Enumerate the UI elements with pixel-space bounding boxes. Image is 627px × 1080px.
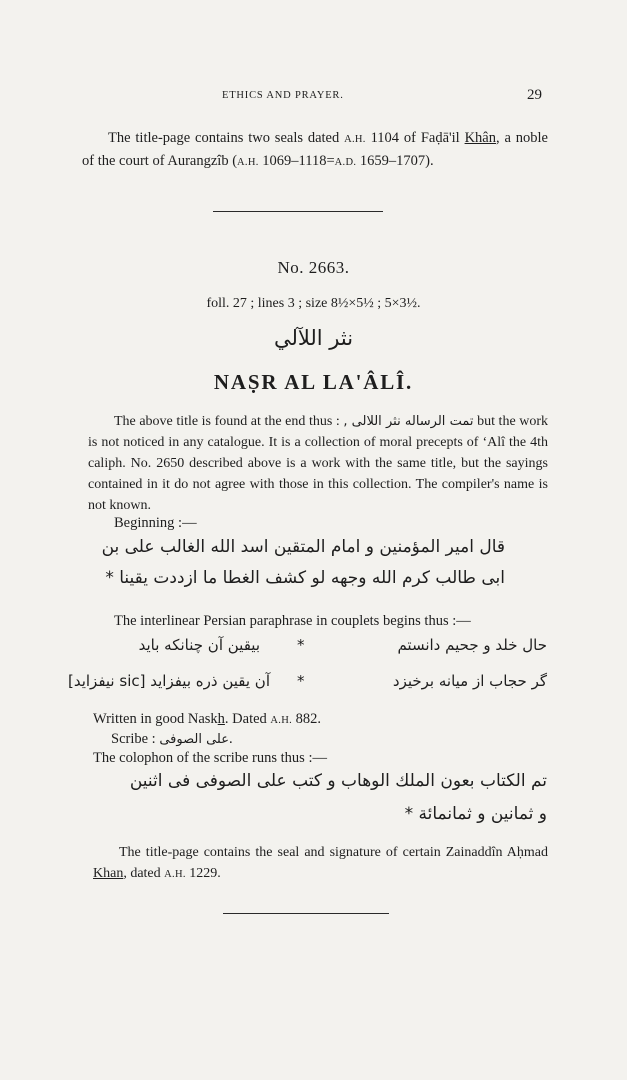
scribe-line: Scribe : على الصوفى. bbox=[111, 731, 233, 747]
arabic-title: نثر اللآلي bbox=[273, 326, 354, 350]
closing-paragraph: The title-page contains the seal and signature of certain Zainaddîn Aḥmad Khan, dated A.H. 1229. bbox=[93, 845, 548, 881]
beginning-arabic-line-1: قال امير المؤمنين و امام المتقين اسد الله الغالب على بن bbox=[101, 537, 505, 557]
written-line: Written in good Naskh. Dated A.H. 882. bbox=[93, 711, 322, 727]
couplet-1-star: * bbox=[297, 636, 305, 654]
paraphrase-intro: The interlinear Persian paraphrase in couplets begins thus :— bbox=[114, 613, 471, 629]
running-head: ETHICS AND PRAYER. bbox=[222, 90, 344, 101]
scribe-name-arabic: على الصوفى bbox=[159, 732, 229, 747]
collation: foll. 27 ; lines 3 ; size 8½×5½ ; 5×3½. bbox=[206, 296, 421, 311]
end-divider bbox=[223, 913, 389, 914]
couplet-1-left: بيقين آن چنانكه بايد bbox=[138, 636, 260, 654]
couplet-1-right: حال خلد و جحيم دانستم bbox=[397, 636, 547, 654]
colophon-arabic-line-1: تم الكتاب بعون الملك الوهاب و كتب على الصوفى فى اثنين bbox=[129, 771, 547, 791]
colophon-intro: The colophon of the scribe runs thus :— bbox=[93, 750, 327, 766]
beginning-arabic-line-2: ابى طالب كرم الله وجهه لو كشف الغطا ما ازددت يقينا * bbox=[105, 568, 505, 588]
description-paragraph: The above title is found at the end thus : تمت الرساله نثر اللالى , but the work is not noticed in any catalogue. It is a collection of moral precepts of ‘Alî the 4th caliph. No. 2650 described above is a work with the same title, but the sayings contained in it do not agree with those in this collection. The compiler's name is not known. bbox=[88, 414, 549, 513]
section-divider bbox=[213, 211, 383, 212]
page-number: 29 bbox=[527, 87, 542, 103]
couplet-2-right: گر حجاب از ميانه برخيزد bbox=[392, 672, 547, 690]
latin-title: NAṢR AL LA'ÂLÎ. bbox=[213, 370, 414, 394]
couplet-2-star: * bbox=[297, 672, 305, 690]
page-header bbox=[0, 87, 627, 110]
colophon-arabic-line-2: و ثمانين و ثمانمائة * bbox=[404, 804, 547, 824]
couplet-2-left: آن يقين ذره بيفزايد [sic نيفزايد] bbox=[67, 672, 270, 690]
intro-paragraph: The title-page contains two seals dated A.H. 1104 of Faḍā'il Khân, a noble of the court of Aurangzîb (A.H. 1069–1118=A.D. 1659–1707). bbox=[82, 130, 548, 169]
inline-arabic-colophon: تمت الرساله نثر اللالى , bbox=[343, 414, 474, 429]
entry-number: No. 2663. bbox=[277, 258, 350, 277]
beginning-label: Beginning :— bbox=[114, 515, 197, 531]
